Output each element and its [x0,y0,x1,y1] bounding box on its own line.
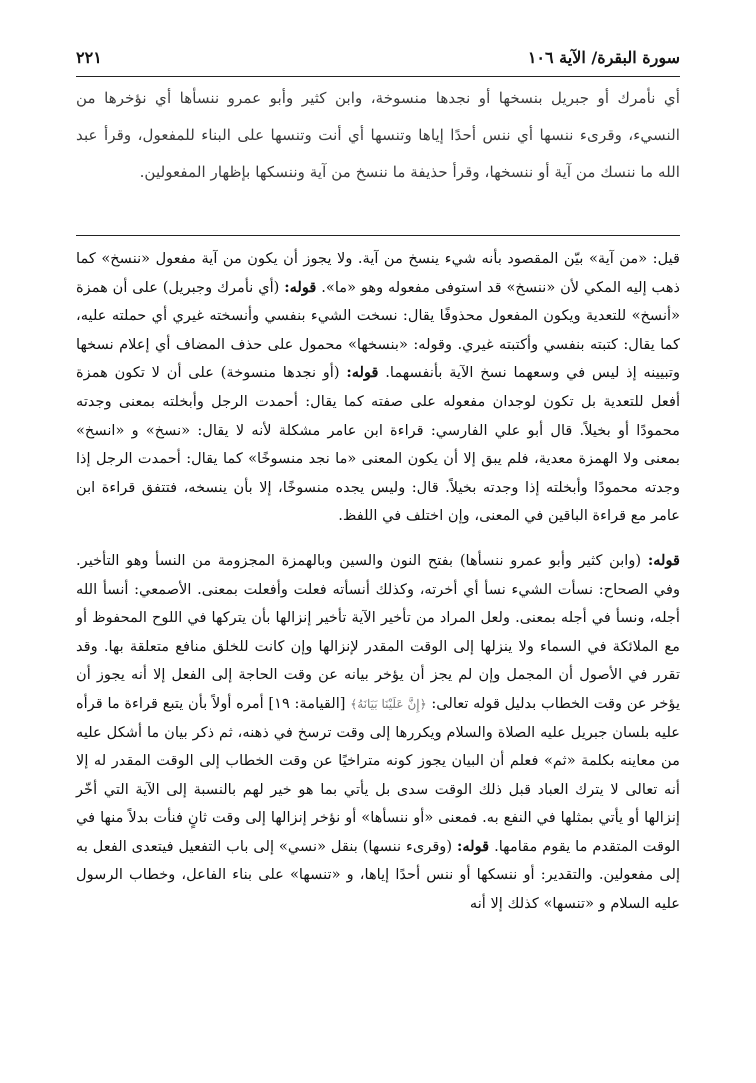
quran-verse: ﴿إِنَّ عَلَيْنَا بَيَانَهُ﴾ [350,696,427,711]
running-title: سورة البقرة/ الآية ١٠٦ [527,48,680,67]
commentary-text: (وقرىء ننسها) بنقل «نسي» إلى باب التفعيل فيتعدى الفعل به إلى مفعولين. والتقدير: أو ننسكها أو ننس أحدًا إياها، و «تنسها» على بناء الفاعل، وخطاب الرسول عليه السلام و «تنسها» كذلك إلا أنه [76,837,680,913]
keyword-qawluhu: قوله: [647,551,680,569]
main-text-body: أي نأمرك أو جبريل بنسخها أو نجدها منسوخة، وابن كثير وأبو عمرو ننسأها أي نؤخرها من النسيء، وقرىء ننسها أي ننس أحدًا إياها وتنسها أي أنت وتنسها على البناء للمفعول، وقرأ عبد الله ما ننسك من آية أو ننسخها، وقرأ حذيفة ما ننسخ من آية وننسكها بإظهار المفعولين. [76,89,680,181]
commentary-paragraph [76,547,680,919]
main-text [76,80,680,191]
page-header [76,42,680,77]
commentary-text: [القيامة: ١٩] أمره أولاً بأن يتبع قراءة ما قرأه عليه بلسان جبريل عليه الصلاة والسلام ويكررها إلى وقت ترسخ في ذهنه، ثم ذكر بيان ما أشكل عليه من معاينه بكلمة «ثم» فعلم أن البيان يجوز كونه متراخيًا عن وقت الخطاب إلى الوقت المقدر له إلا أنه تعالى لا يترك العباد قبل ذلك الوقت سدى بل يأتي بما هو خير لهم بالنسبة إلى الآية التي أخّر إنزالها أو يأتي بمثلها في النفع به. فمعنى «أو ننسأها» أو نؤخر إنزالها إلى وقت ثانٍ فنأت بدلاً منها في الوقت المتقدم ما يقوم مقامها. [76,694,681,855]
keyword-qawluhu: قوله: [456,837,490,855]
separator-line [76,235,680,236]
commentary-paragraph [76,245,680,531]
commentary [76,245,680,919]
commentary-text: قيل: «من آية» بيّن المقصود بأنه شيء ينسخ من آية. ولا يجوز أن يكون من آية مفعول «ننسخ» كما ذهب إليه المكي لأن «ننسخ» قد استوفى مفعوله وهو «ما». [76,250,681,296]
commentary-text: (أي نأمرك وجبريل) على أن همزة «أنسخ» للتعدية ويكون المفعول محذوفًا يقال: نسخت الشيء بنفسي وأنسخته غيري أي حملته عليه، كما يقال: كتبته بنفسي وأكتبته غيري. وقوله: «بنسخها» محمول على حذف المضاف أي إعلام نسخها وتبيينه إذ ليس في وسعهما نسخ الآية بأنفسهما. [76,278,681,382]
keyword-qawluhu: قوله: [346,364,379,382]
keyword-qawluhu: قوله: [284,278,317,296]
commentary-text: (وابن كثير وأبو عمرو ننسأها) بفتح النون والسين وبالهمزة المجزومة من النسأ وهو التأخير. وفي الصحاح: نسأت الشيء نسأ أي أخرته، وكذلك أنسأته فعلت وأفعلت بمعنى. الأصمعي: أنسأ الله أجله، ونسأ في أجله بمعنى. ولعل المراد من تأخير الآية تأخير إنزالها بأن يتركها في اللوح المحفوظ أو مع الملائكة في السماء ولا ينزلها إلى الوقت المقدر لإنزالها وإن كانت للخلق منافع متعلقة بها. وقد تقرر في الأصول أن المجمل وإن لم يجز أن يؤخر بيانه عن وقت الحاجة إلى الفعل إلا أنه يجوز أن يؤخر عن وقت الخطاب بدليل قوله تعالى: [76,551,681,712]
page-number: ٢٢١ [76,48,102,67]
commentary-text: (أو نجدها منسوخة) على أن لا تكون همزة أفعل للتعدية بل تكون لوجدان مفعوله على صفته كما يقال: أحمدت الرجل وأبخلته بمعنى وجدته محمودًا أو بخيلاً. قال أبو علي الفارسي: قراءة ابن عامر مشكلة لأنه لا يقال: «نسخ» و «انسخ» بمعنى ولا الهمزة معدية، فلم يبق إلا أن يكون المعنى «ما نجد منسوخًا» كما يقال: أحمدت الرجل إذا وجدته محمودًا وأبخلته إذا وجدته بخيلاً. قال: وليس يجده منسوخًا، إلا بأن ينسخه، فتتفق قراءة ابن عامر مع قراءة الباقين في المعنى، وإن اختلف في اللفظ. [76,364,680,525]
